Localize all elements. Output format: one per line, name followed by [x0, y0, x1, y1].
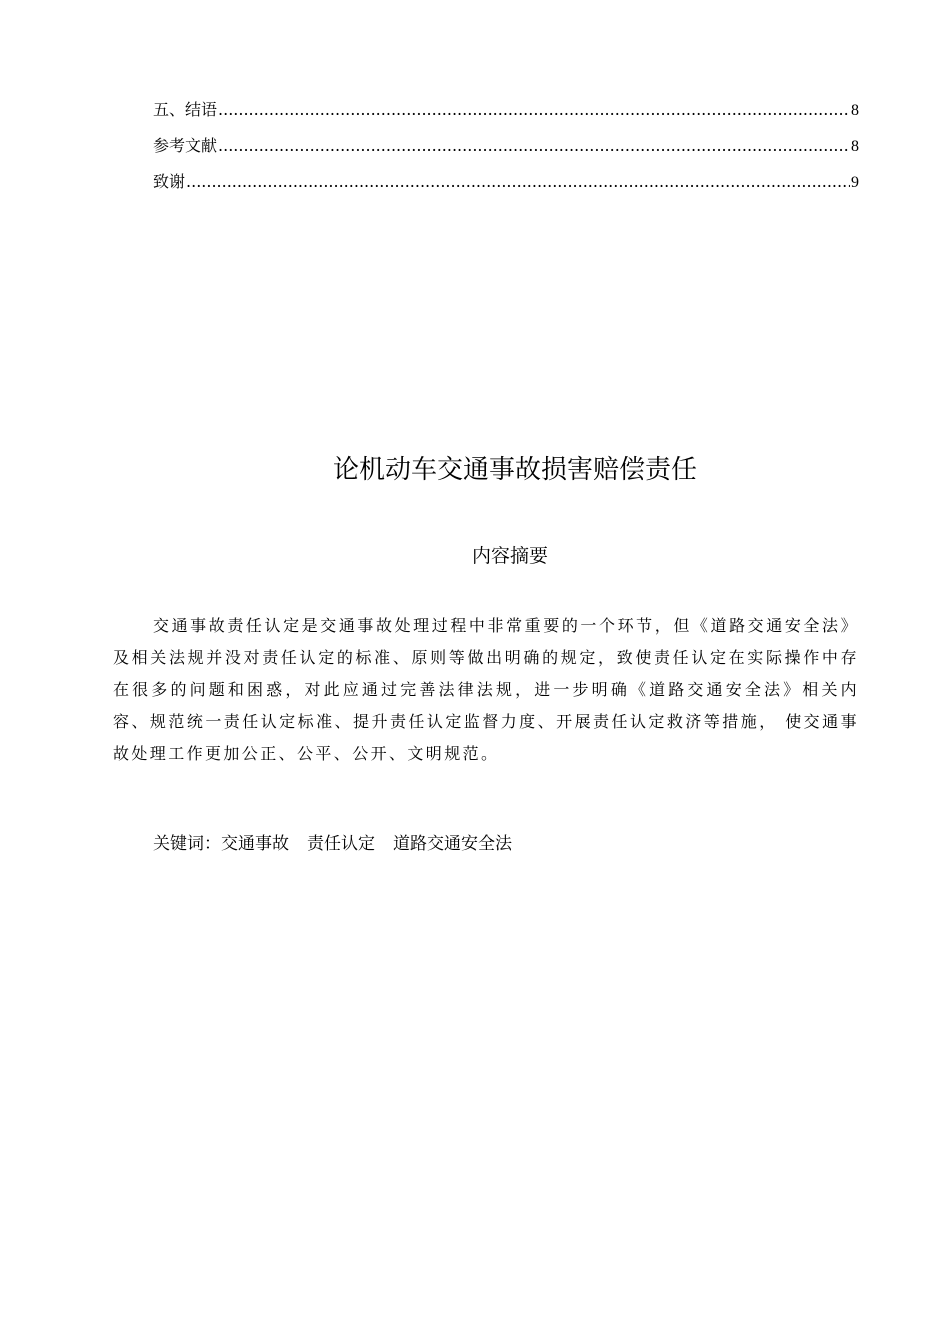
keyword: 道路交通安全法: [393, 834, 512, 854]
abstract-body: 交通事故责任认定是交通事故处理过程中非常重要的一个环节，但《道路交通安全法》及相关法规并没对责任认定的标准、原则等做出明确的规定，致使责任认定在实际操作中存在很多的问题和困惑，对此应通过完善法律法规，进一步明确《道路交通安全法》相关内容、规范统一责任认定标准、提升责任认定监督力度、开展责任认定救济等措施， 使交通事故处理工作更加公正、公平、公开、文明规范。: [113, 616, 859, 763]
toc-entry-title: 参考文献: [153, 136, 218, 155]
toc-entry-title: 致谢: [153, 172, 186, 191]
keyword: 责任认定: [307, 834, 375, 854]
toc-entry-page: 9: [851, 174, 859, 191]
toc-entry-conclusion[interactable]: [153, 98, 859, 134]
keyword: 交通事故: [221, 834, 289, 854]
abstract-heading: 内容摘要: [471, 545, 548, 567]
toc-leader-dots: [218, 98, 850, 122]
keywords-line: [153, 828, 512, 860]
toc-entry-page: 8: [851, 102, 859, 119]
toc-leader-dots: [218, 134, 850, 158]
document-title: 论机动车交通事故损害赔偿责任: [332, 455, 697, 485]
toc-entry-page: 8: [851, 138, 859, 155]
toc-entry-title: 五、结语: [153, 100, 218, 119]
table-of-contents: [153, 98, 859, 206]
toc-entry-acknowledgements[interactable]: [153, 170, 859, 206]
keywords-label: 关键词：: [153, 834, 221, 854]
toc-leader-dots: [186, 170, 850, 194]
toc-entry-references[interactable]: [153, 134, 859, 170]
